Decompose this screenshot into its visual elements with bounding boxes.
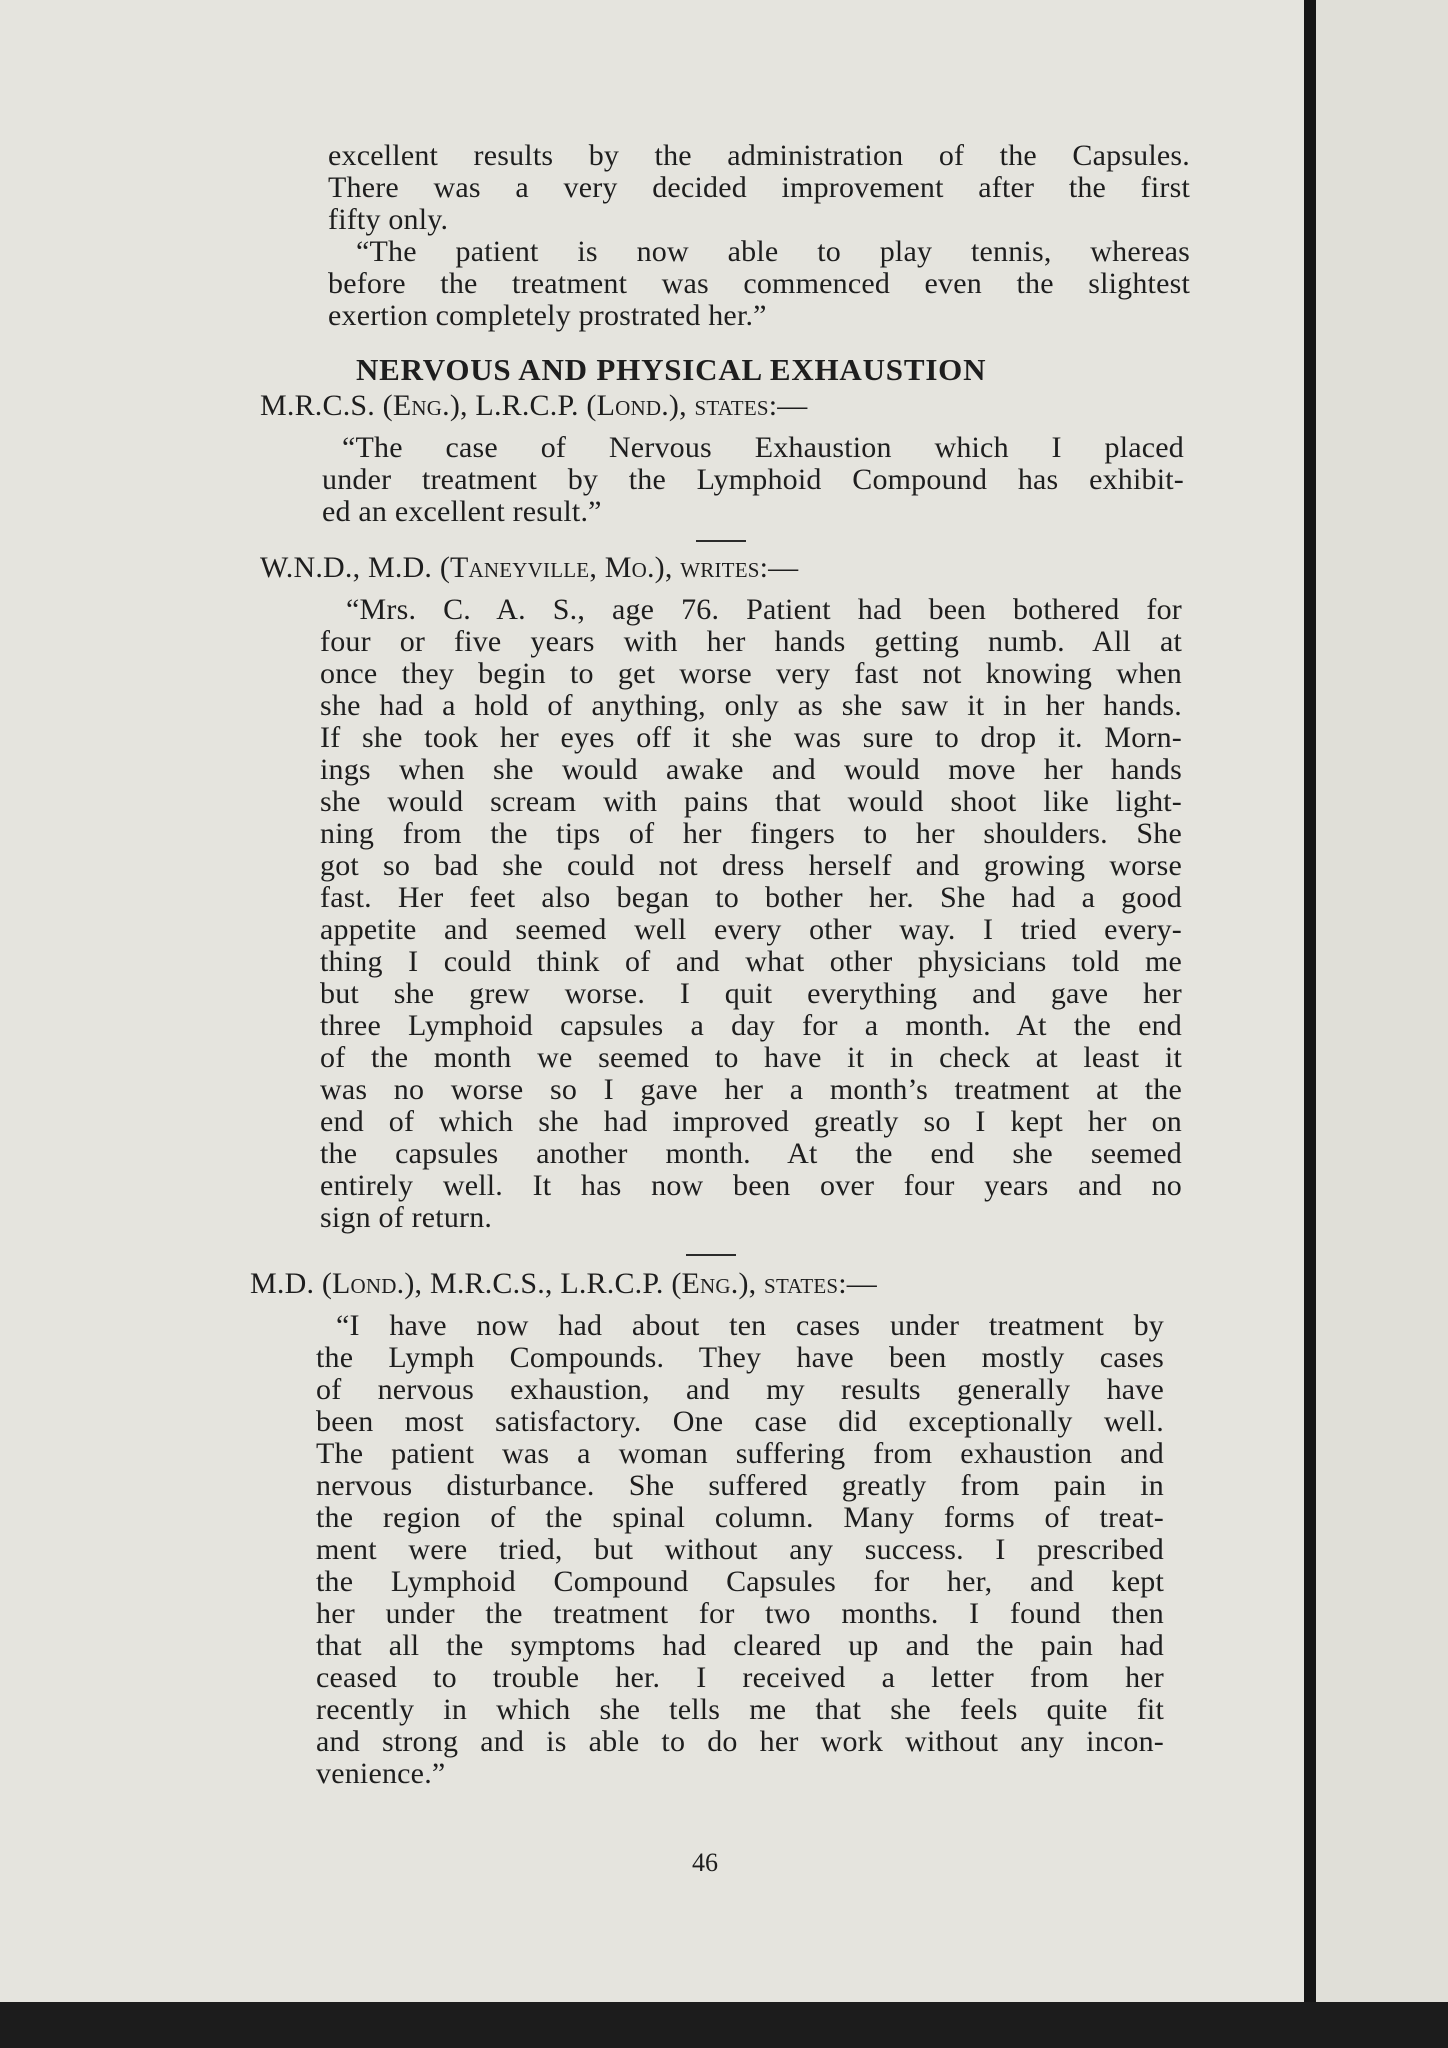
attribution: W.N.D., M.D. (Taneyville, Mo.), writes:— — [260, 551, 799, 584]
body-line: of the month we seemed to have it in check at least it — [320, 1041, 1182, 1074]
body-line: that all the symptoms had cleared up and the pain had — [316, 1629, 1164, 1662]
body-line: fast. Her feet also began to bother her. She had a good — [320, 881, 1182, 914]
body-line: “The patient is now able to play tennis, whereas — [356, 235, 1190, 268]
body-line: and strong and is able to do her work without any incon- — [316, 1725, 1164, 1758]
body-line: appetite and seemed well every other way. I tried every- — [320, 913, 1182, 946]
attribution: M.D. (Lond.), M.R.C.S., L.R.C.P. (Eng.), states:— — [250, 1267, 877, 1300]
section-heading: NERVOUS AND PHYSICAL EXHAUSTION — [356, 352, 987, 387]
body-line: excellent results by the administration of the Capsules. — [328, 139, 1190, 172]
body-line: There was a very decided improvement after the first — [328, 171, 1190, 204]
body-line: If she took her eyes off it she was sure to drop it. Morn- — [320, 721, 1182, 754]
body-line: thing I could think of and what other physicians told me — [320, 945, 1182, 978]
body-line: ed an excellent result.” — [322, 495, 602, 528]
separator-rule — [686, 1254, 736, 1256]
body-line: under treatment by the Lymphoid Compound has exhibit- — [322, 463, 1184, 496]
body-line: before the treatment was commenced even the slightest — [328, 267, 1190, 300]
body-line: was no worse so I gave her a month’s treatment at the — [320, 1073, 1182, 1106]
body-line: venience.” — [316, 1757, 446, 1790]
body-line: but she grew worse. I quit everything and gave her — [320, 977, 1182, 1010]
body-line: she would scream with pains that would shoot like light- — [320, 785, 1182, 818]
attribution: M.R.C.S. (Eng.), L.R.C.P. (Lond.), states:— — [260, 389, 808, 422]
book-spine — [1304, 0, 1316, 2048]
separator-rule — [696, 540, 746, 542]
body-line: ings when she would awake and would move her hands — [320, 753, 1182, 786]
body-line: “The case of Nervous Exhaustion which I placed — [342, 431, 1184, 464]
body-line: fifty only. — [328, 203, 449, 236]
body-line: the Lymphoid Compound Capsules for her, and kept — [316, 1565, 1164, 1598]
scan-bottom-border — [0, 2002, 1448, 2048]
body-line: once they begin to get worse very fast not knowing when — [320, 657, 1182, 690]
body-line: the region of the spinal column. Many forms of treat- — [316, 1501, 1164, 1534]
body-line: “I have now had about ten cases under treatment by — [336, 1309, 1164, 1342]
body-line: four or five years with her hands getting numb. All at — [320, 625, 1182, 658]
body-line: the capsules another month. At the end she seemed — [320, 1137, 1182, 1170]
body-line: ment were tried, but without any success. I prescribed — [316, 1533, 1164, 1566]
body-line: the Lymph Compounds. They have been mostly cases — [316, 1341, 1164, 1374]
body-line: been most satisfactory. One case did exceptionally well. — [316, 1405, 1164, 1438]
body-line: got so bad she could not dress herself and growing worse — [320, 849, 1182, 882]
facing-page-edge — [1316, 0, 1448, 2048]
page-number: 46 — [692, 1848, 718, 1877]
body-line: sign of return. — [320, 1201, 493, 1234]
body-line: nervous disturbance. She suffered greatly from pain in — [316, 1469, 1164, 1502]
body-line: entirely well. It has now been over four years and no — [320, 1169, 1182, 1202]
body-line: “Mrs. C. A. S., age 76. Patient had been bothered for — [346, 593, 1182, 626]
body-line: end of which she had improved greatly so I kept her on — [320, 1105, 1182, 1138]
body-line: she had a hold of anything, only as she saw it in her hands. — [320, 689, 1182, 722]
body-line: recently in which she tells me that she feels quite fit — [316, 1693, 1164, 1726]
body-line: three Lymphoid capsules a day for a month. At the end — [320, 1009, 1182, 1042]
body-line: ning from the tips of her fingers to her shoulders. She — [320, 817, 1182, 850]
body-line: The patient was a woman suffering from exhaustion and — [316, 1437, 1164, 1470]
body-line: ceased to trouble her. I received a letter from her — [316, 1661, 1164, 1694]
body-line: of nervous exhaustion, and my results generally have — [316, 1373, 1164, 1406]
body-line: her under the treatment for two months. I found then — [316, 1597, 1164, 1630]
body-line: exertion completely prostrated her.” — [328, 299, 767, 332]
